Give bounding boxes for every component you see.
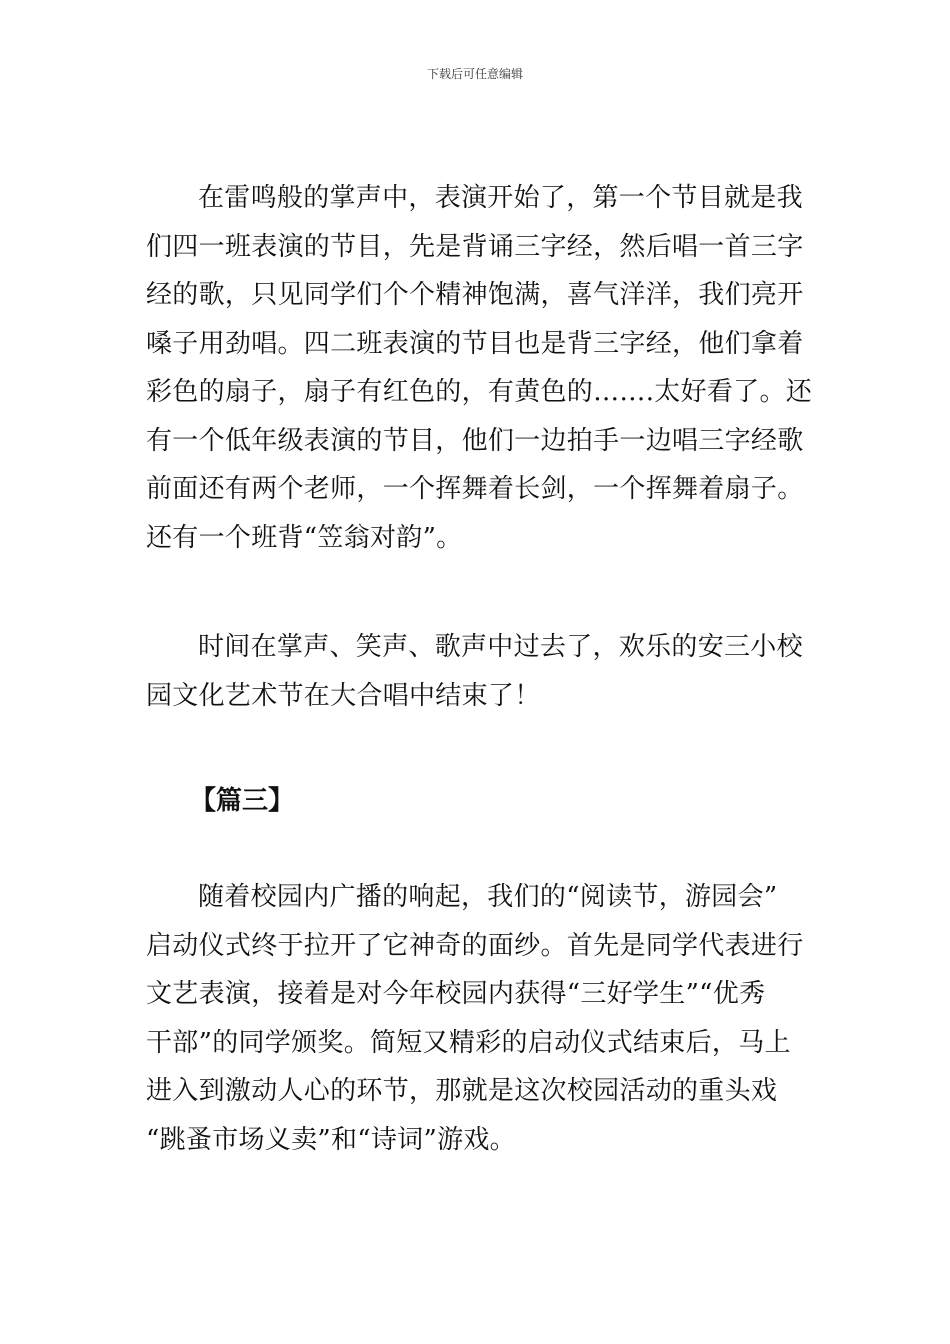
paragraph-line: 前面还有两个老师，一个挥舞着长剑，一个挥舞着扇子。: [146, 474, 804, 504]
paragraph-line: 彩色的扇子，扇子有红色的，有黄色的…….太好看了。还: [146, 377, 813, 407]
section-title: 【篇三】: [190, 786, 295, 816]
paragraph-line: 启动仪式终于拉开了它神奇的面纱。首先是同学代表进行: [146, 930, 804, 961]
paragraph-line: 有一个低年级表演的节目，他们一边拍手一边唱三字经歌: [146, 425, 804, 456]
paragraph-reading-festival: [146, 873, 810, 1164]
paragraph-line: 进入到激动人心的环节，那就是这次校园活动的重头戏: [146, 1076, 778, 1106]
header-note: 下载后可任意编辑: [426, 67, 523, 81]
paragraph-line: 干部”的同学颁奖。简短又精彩的启动仪式结束后，马上: [146, 1027, 791, 1058]
paragraph-line: 们四一班表演的节目，先是背诵三字经，然后唱一首三字: [146, 231, 804, 262]
paragraph-ending: [146, 623, 810, 720]
paragraph-line: “跳蚤市场义卖”和“诗词”游戏。: [146, 1124, 516, 1155]
paragraph-line: 嗓子用劲唱。四二班表演的节目也是背三字经，他们拿着: [146, 328, 804, 359]
paragraph-line: 随着校园内广播的响起，我们的“阅读节，游园会”: [198, 882, 778, 912]
paragraph-performance: [146, 174, 813, 562]
paragraph-line: 时间在掌声、笑声、歌声中过去了，欢乐的安三小校: [198, 632, 803, 662]
paragraph-line: 经的歌，只见同学们个个精神饱满，喜气洋洋，我们亮开: [146, 280, 804, 310]
paragraph-line: 文艺表演，接着是对今年校园内获得“三好学生”“优秀: [146, 979, 766, 1009]
paragraph-line: 园文化艺术节在大合唱中结束了！: [146, 680, 541, 711]
paragraph-line: 还有一个班背“笠翁对韵”。: [146, 522, 463, 553]
paragraph-line: 在雷鸣般的掌声中，表演开始了，第一个节目就是我: [198, 183, 803, 213]
